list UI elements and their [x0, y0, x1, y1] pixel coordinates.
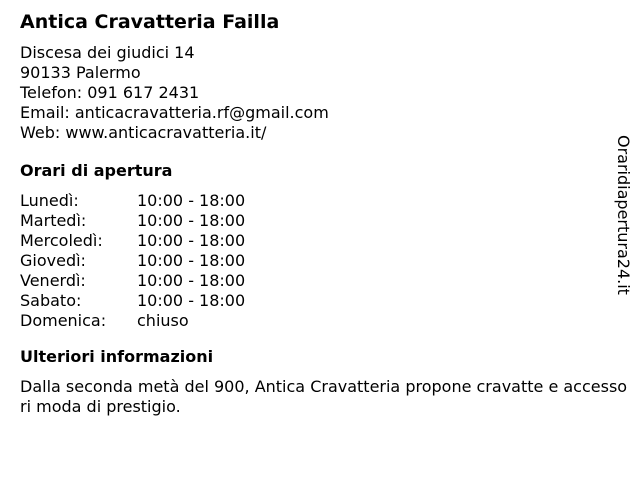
hours-day: Venerdì: — [20, 271, 86, 290]
phone-number: Telefon: 091 617 2431 — [20, 83, 200, 102]
hours-time: 10:00 - 18:00 — [137, 231, 246, 250]
contact-block — [20, 43, 610, 143]
hours-day: Giovedì: — [20, 251, 86, 270]
hours-row-monday — [20, 191, 610, 211]
hours-row-friday — [20, 271, 610, 291]
hours-day: Martedì: — [20, 211, 87, 230]
website-address: Web: www.anticacravatteria.it/ — [20, 123, 267, 142]
hours-time: 10:00 - 18:00 — [137, 191, 246, 210]
hours-day: Mercoledì: — [20, 231, 103, 250]
hours-time: 10:00 - 18:00 — [137, 251, 246, 270]
more-info-text: Dalla seconda metà del 900, Antica Cravatteria propone cravatte e accessori moda di prestigio. — [20, 377, 628, 416]
opening-hours-title: Orari di apertura — [20, 161, 173, 180]
hours-time: 10:00 - 18:00 — [137, 291, 246, 310]
hours-row-thursday — [20, 251, 610, 271]
more-info-title: Ulteriori informazioni — [20, 347, 214, 366]
hours-row-wednesday — [20, 231, 610, 251]
address-city: 90133 Palermo — [20, 63, 141, 82]
site-watermark: Oraridiapertura24.it — [614, 135, 633, 295]
hours-day: Sabato: — [20, 291, 82, 310]
hours-row-tuesday — [20, 211, 610, 231]
address-street: Discesa dei giudici 14 — [20, 43, 195, 62]
hours-row-sunday — [20, 311, 610, 331]
business-name: Antica Cravatteria Failla — [20, 11, 280, 33]
hours-time: 10:00 - 18:00 — [137, 211, 246, 230]
hours-time: chiuso — [137, 311, 189, 330]
hours-day: Lunedì: — [20, 191, 79, 210]
hours-time: 10:00 - 18:00 — [137, 271, 246, 290]
email-address: Email: anticacravatteria.rf@gmail.com — [20, 103, 329, 122]
hours-row-saturday — [20, 291, 610, 311]
hours-day: Domenica: — [20, 311, 107, 330]
opening-hours-list — [20, 191, 610, 331]
